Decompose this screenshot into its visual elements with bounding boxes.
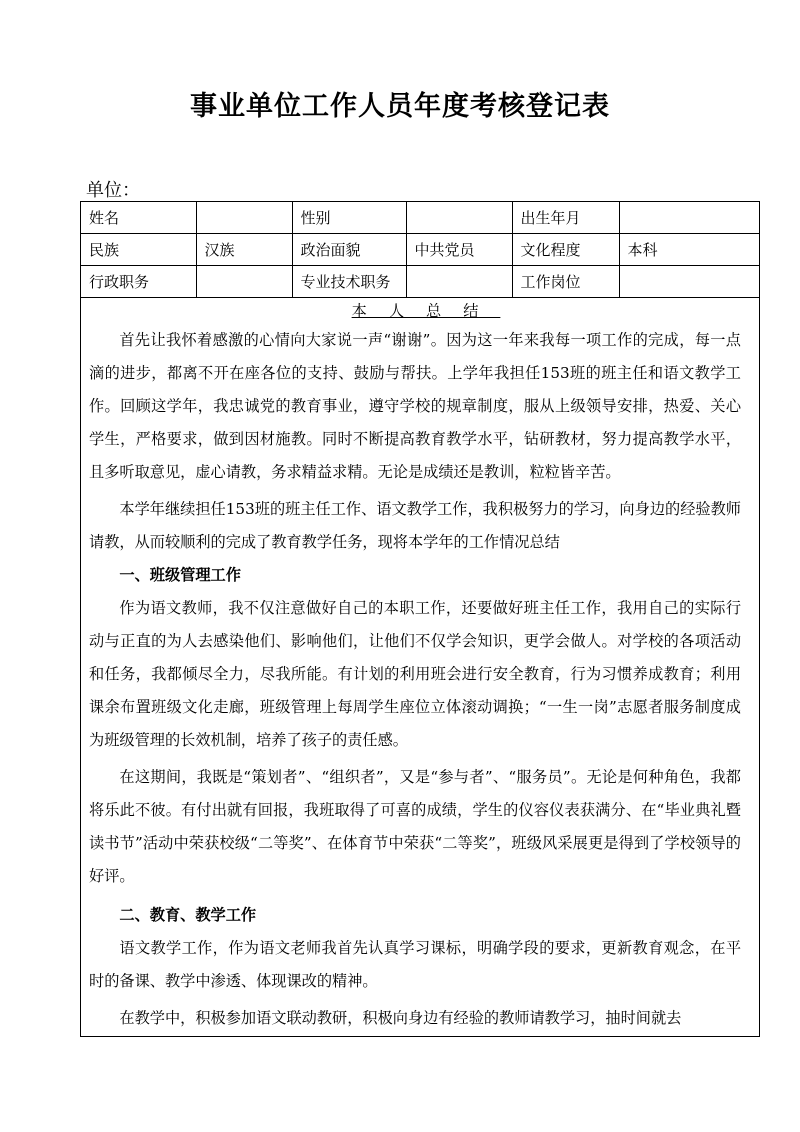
section-heading-teaching: 二、教育、教学工作 — [119, 906, 257, 924]
summary-paragraph: 在教学中，积极参加语文联动教研，积极向身边有经验的教师请教学习，抽时间就去 — [119, 1009, 682, 1027]
job-post-label: 工作岗位 — [512, 266, 619, 298]
name-label: 姓名 — [81, 202, 196, 234]
admin-position-value[interactable] — [196, 266, 292, 298]
technical-position-value[interactable] — [406, 266, 512, 298]
birth-date-value[interactable] — [619, 202, 759, 234]
name-value[interactable] — [196, 202, 292, 234]
birth-date-label: 出生年月 — [512, 202, 619, 234]
summary-title: 本人总结 — [351, 302, 501, 320]
ethnicity-label: 民族 — [81, 234, 196, 266]
personal-info-table — [81, 202, 759, 298]
document-title: 事业单位工作人员年度考核登记表 — [190, 91, 610, 122]
job-post-value[interactable] — [619, 266, 759, 298]
summary-paragraph: 本学年继续担任153班的班主任工作、语文教学工作，我积极努力的学习，向身边的经验教师请教，从而较顺利的完成了教育教学任务，现将本学年的工作情况总结 — [89, 500, 741, 551]
education-value[interactable]: 本科 — [619, 234, 759, 266]
political-status-value[interactable]: 中共党员 — [406, 234, 512, 266]
political-status-label: 政治面貌 — [292, 234, 406, 266]
gender-label: 性别 — [292, 202, 406, 234]
gender-value[interactable] — [406, 202, 512, 234]
ethnicity-value[interactable]: 汉族 — [196, 234, 292, 266]
table-row — [81, 266, 759, 298]
registration-form — [80, 201, 760, 1037]
summary-paragraph: 首先让我怀着感激的心情向大家说一声“谢谢”。因为这一年来我每一项工作的完成，每一点滴的进步，都离不开在座各位的支持、鼓励与帮扶。上学年我担任153班的班主任和语文教学工作。回顾这学年，我忠诚党的教育事业，遵守学校的规章制度，服从上级领导安排，热爱、关心学生，严格要求，做到因材施教。同时不断提高教育教学水平，钻研教材，努力提高教学水平，且多听取意见，虚心请教，务求精益求精。无论是成绩还是教训，粒粒皆辛苦。 — [89, 331, 741, 481]
table-row — [81, 202, 759, 234]
unit-label: 单位： — [86, 180, 140, 201]
personal-summary-section — [81, 298, 759, 1035]
summary-paragraph: 作为语文教师，我不仅注意做好自己的本职工作，还要做好班主任工作，我用自己的实际行动与正直的为人去感染他们、影响他们，让他们不仅学会知识，更学会做人。对学校的各项活动和任务，我都倾尽全力，尽我所能。有计划的利用班会进行安全教育，行为习惯养成教育；利用课余布置班级文化走廊，班级管理上每周学生座位立体滚动调换；“一生一岗”志愿者服务制度成为班级管理的长效机制，培养了孩子的责任感。 — [89, 599, 741, 749]
technical-position-label: 专业技术职务 — [292, 266, 406, 298]
admin-position-label: 行政职务 — [81, 266, 196, 298]
table-row — [81, 234, 759, 266]
education-label: 文化程度 — [512, 234, 619, 266]
section-heading-class-management: 一、班级管理工作 — [119, 566, 241, 584]
summary-paragraph: 语文教学工作，作为语文老师我首先认真学习课标，明确学段的要求，更新教育观念，在平时的备课、教学中渗透、体现课改的精神。 — [89, 939, 741, 990]
summary-paragraph: 在这期间，我既是“策划者”、“组织者”，又是“参与者”、“服务员”。无论是何种角色，我都将乐此不彼。有付出就有回报，我班取得了可喜的成绩，学生的仪容仪表获满分、在“毕业典礼暨读书节”活动中荣获校级“二等奖”、在体育节中荣获“二等奖”，班级风采展更是得到了学校领导的好评。 — [89, 768, 741, 885]
